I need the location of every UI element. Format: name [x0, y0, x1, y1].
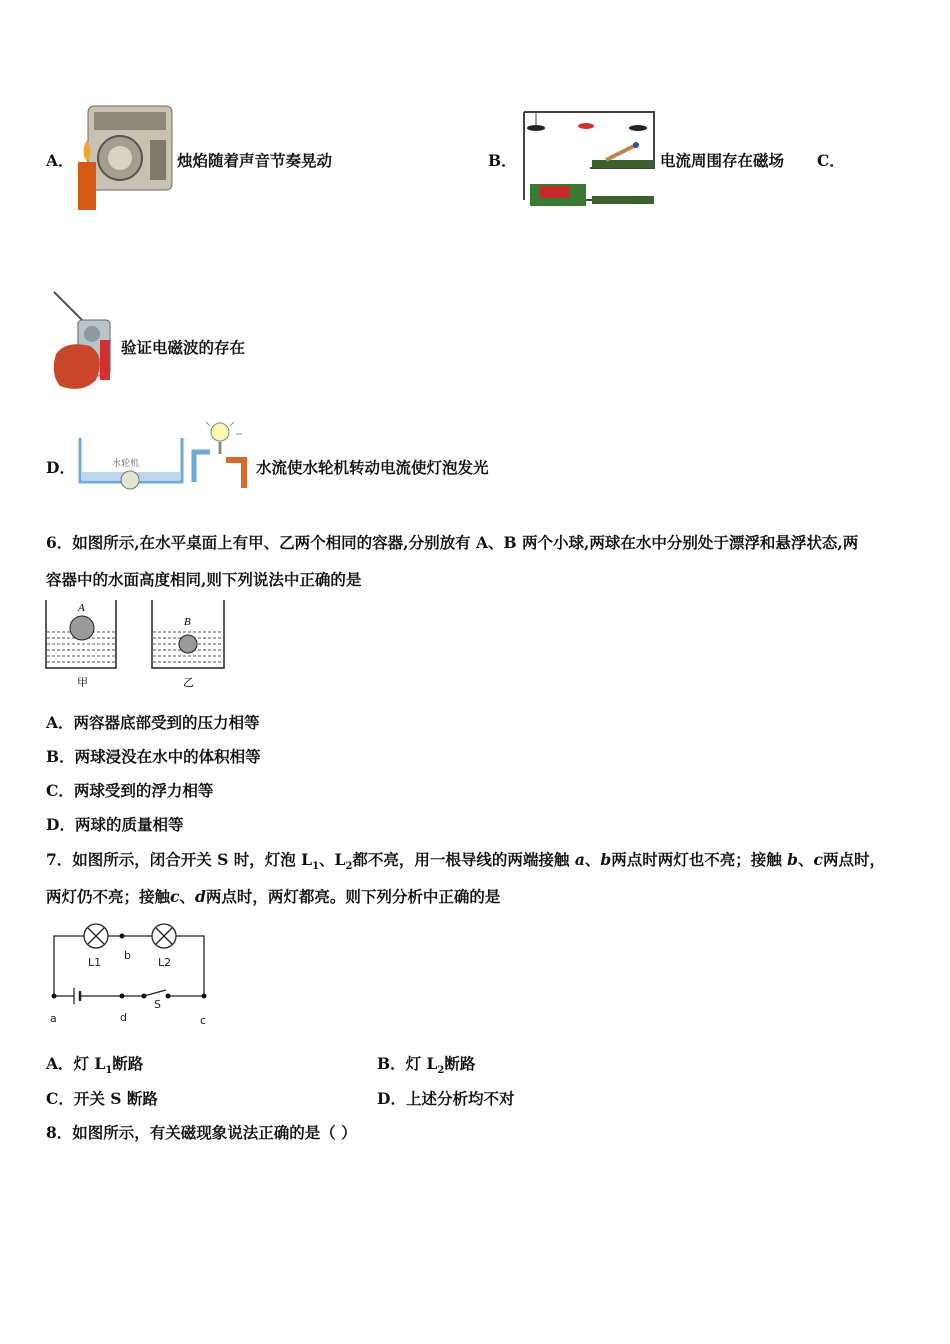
- ball-a: [70, 616, 94, 640]
- container-jia: [46, 600, 116, 689]
- option-c-text: 验证电磁波的存在: [121, 338, 246, 357]
- question-6-line1: 6．如图所示,在水平桌面上有甲、乙两个相同的容器,分别放有 A、B 两个小球,两球在水中分别处于漂浮和悬浮状态,两: [46, 533, 859, 552]
- label-c: c: [200, 1014, 207, 1027]
- radio-hand-image: [50, 290, 122, 398]
- question-7-line1: 7．如图所示，闭合开关 S 时，灯泡 $L_1$、$L_2$都不亮，用一根导线的两端接触 a、b两点时两灯也不亮；接触 b、c两点时，: [46, 850, 885, 873]
- q6-option-c: C．两球受到的浮力相等: [46, 781, 214, 800]
- option-c-label: C．: [817, 151, 845, 170]
- ball-b-label: B: [184, 616, 191, 628]
- option-a-label: A．: [46, 151, 74, 170]
- radio-candle-image: [76, 100, 176, 212]
- label-l2: L2: [158, 956, 172, 969]
- label-l1: L1: [88, 956, 102, 969]
- option-d-label: D．: [46, 458, 75, 477]
- label-s: S: [154, 998, 161, 1011]
- ball-a-label: A: [78, 602, 85, 614]
- label-b: b: [124, 949, 131, 962]
- q6-option-b: B．两球浸没在水中的体积相等: [46, 747, 261, 766]
- container-yi: [152, 600, 224, 689]
- label-a: a: [50, 1012, 57, 1025]
- ball-b: [179, 635, 197, 653]
- option-d-text: 水流使水轮机转动电流使灯泡发光: [256, 458, 489, 477]
- label-d: d: [120, 1011, 127, 1024]
- q7-option-b: B．灯 $L_2$断路: [377, 1054, 476, 1077]
- containers-figure: [44, 598, 234, 690]
- q7-option-d: D．上述分析均不对: [377, 1089, 515, 1108]
- container-jia-caption: 甲: [77, 676, 88, 689]
- q7-option-a: A．灯 $L_1$断路: [46, 1054, 144, 1077]
- q7-option-c: C．开关 S 断路: [46, 1089, 158, 1108]
- option-b-text: 电流周围存在磁场: [660, 151, 785, 170]
- circuit-diagram: [48, 920, 218, 1028]
- water-turbine-image: [76, 418, 256, 490]
- turbine-label: 水轮机: [112, 459, 140, 469]
- question-6-line2: 容器中的水面高度相同,则下列说法中正确的是: [46, 570, 362, 589]
- q6-option-d: D．两球的质量相等: [46, 815, 184, 834]
- option-a-text: 烛焰随着声音节奏晃动: [177, 151, 333, 170]
- question-8: 8．如图所示，有关磁现象说法正确的是（ ）: [46, 1123, 357, 1142]
- container-yi-caption: 乙: [183, 676, 194, 689]
- question-7-line2: 两灯仍不亮；接触c、d两点时，两灯都亮。则下列分析中正确的是: [46, 887, 501, 906]
- q6-option-a: A．两容器底部受到的压力相等: [46, 713, 260, 732]
- option-b-label: B．: [488, 151, 517, 170]
- oersted-experiment-image: [520, 108, 660, 212]
